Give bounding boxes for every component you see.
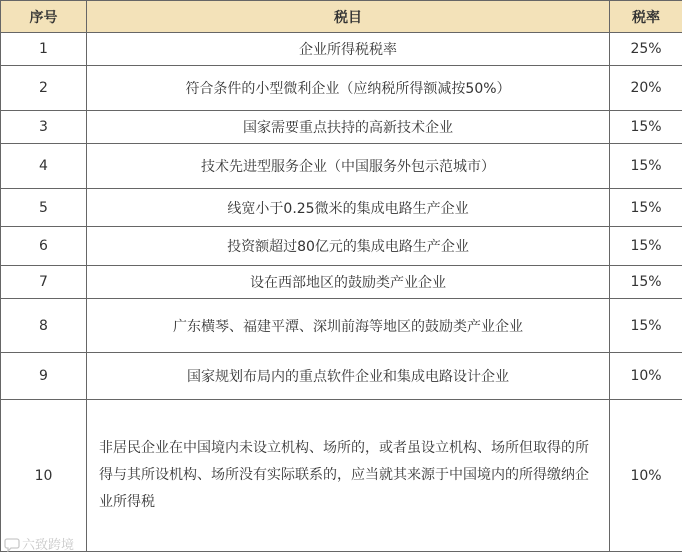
row-tax-item: 国家需要重点扶持的高新技术企业 — [87, 111, 610, 144]
row-tax-item: 技术先进型服务企业（中国服务外包示范城市） — [87, 144, 610, 189]
row-tax-rate: 15% — [610, 189, 682, 227]
row-tax-rate: 15% — [610, 299, 682, 353]
row-tax-item: 符合条件的小型微利企业（应纳税所得额减按50%） — [87, 66, 610, 111]
header-tax-rate: 税率 — [610, 1, 682, 33]
row-tax-rate: 10% — [610, 400, 682, 552]
header-tax-item: 税目 — [87, 1, 610, 33]
table-row — [1, 111, 682, 144]
row-tax-item: 国家规划布局内的重点软件企业和集成电路设计企业 — [87, 353, 610, 400]
table-row — [1, 144, 682, 189]
row-number: 3 — [1, 111, 87, 144]
table-row — [1, 353, 682, 400]
row-number: 6 — [1, 227, 87, 266]
row-number: 1 — [1, 33, 87, 66]
table-header-row — [1, 1, 682, 33]
table-row — [1, 33, 682, 66]
row-tax-item: 非居民企业在中国境内未设立机构、场所的，或者虽设立机构、场所但取得的所得与其所设机构、场所没有实际联系的，应当就其来源于中国境内的所得缴纳企业所得税 — [87, 400, 610, 552]
row-number: 2 — [1, 66, 87, 111]
table-row — [1, 299, 682, 353]
speech-bubble-logo-icon — [4, 536, 20, 552]
table-row — [1, 400, 682, 552]
row-tax-rate: 25% — [610, 33, 682, 66]
row-tax-item: 广东横琴、福建平潭、深圳前海等地区的鼓励类产业企业 — [87, 299, 610, 353]
row-tax-item: 设在西部地区的鼓励类产业企业 — [87, 266, 610, 299]
row-number: 8 — [1, 299, 87, 353]
row-tax-item: 企业所得税税率 — [87, 33, 610, 66]
watermark — [4, 534, 74, 553]
header-number: 序号 — [1, 1, 87, 33]
row-tax-rate: 20% — [610, 66, 682, 111]
row-number: 5 — [1, 189, 87, 227]
table-row — [1, 189, 682, 227]
row-tax-rate: 15% — [610, 144, 682, 189]
row-tax-rate: 15% — [610, 266, 682, 299]
row-tax-rate: 10% — [610, 353, 682, 400]
row-number: 7 — [1, 266, 87, 299]
row-tax-item: 投资额超过80亿元的集成电路生产企业 — [87, 227, 610, 266]
row-number: 9 — [1, 353, 87, 400]
row-tax-item: 线宽小于0.25微米的集成电路生产企业 — [87, 189, 610, 227]
table-row — [1, 66, 682, 111]
row-tax-rate: 15% — [610, 111, 682, 144]
watermark-text: 六致跨境 — [22, 538, 75, 553]
row-number: 4 — [1, 144, 87, 189]
row-tax-rate: 15% — [610, 227, 682, 266]
row-number: 10 — [1, 400, 87, 552]
table-row — [1, 266, 682, 299]
table-row — [1, 227, 682, 266]
